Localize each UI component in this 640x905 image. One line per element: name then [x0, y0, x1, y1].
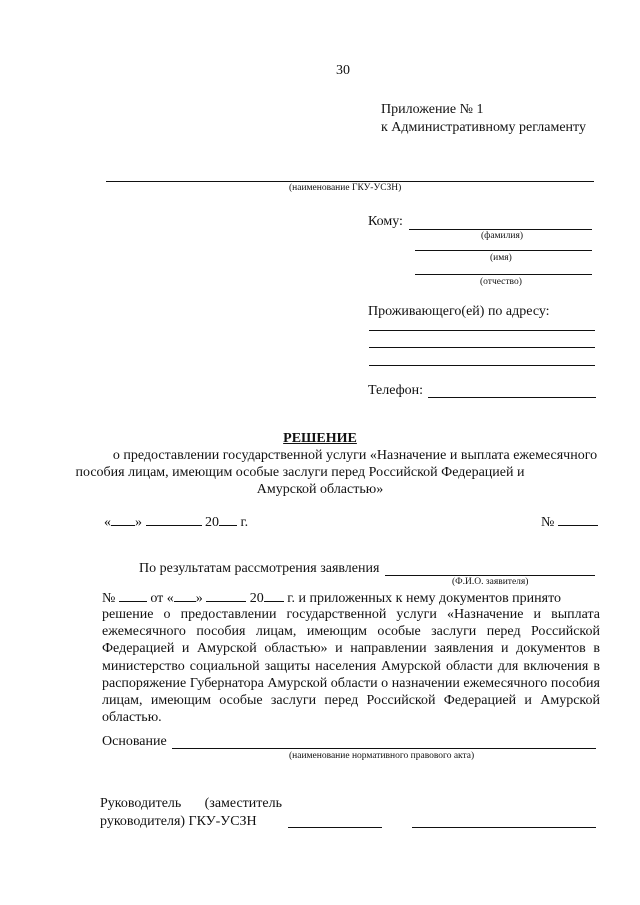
app-no-label: № [102, 591, 116, 606]
signature-blank [288, 827, 382, 828]
appendix-title: Приложение № 1 [381, 102, 484, 117]
year-blank [219, 513, 237, 526]
year-prefix: 20 [205, 515, 219, 530]
org-line [106, 181, 594, 182]
app-rest-text: г. и приложенных к нему документов принято [287, 591, 562, 606]
name-caption: (имя) [490, 253, 512, 263]
signature-line-2: руководителя) ГКУ-УСЗН [100, 814, 257, 829]
decision-number [541, 513, 598, 531]
name-blank [412, 827, 596, 828]
residing-label: Проживающего(ей) по адресу: [368, 304, 550, 319]
phone-line [428, 397, 596, 398]
phone-label: Телефон: [368, 383, 424, 398]
review-intro: По результатам рассмотрения заявления [139, 561, 380, 576]
app-close-quote: » [195, 591, 203, 606]
applicant-line [385, 575, 595, 576]
basis-line [172, 748, 596, 749]
basis-label: Основание [102, 734, 167, 749]
address-line-2 [369, 347, 595, 348]
application-ref-line [102, 589, 600, 607]
basis-caption: (наименование нормативного правового акта) [289, 751, 475, 761]
patronymic-caption: (отчество) [480, 277, 522, 287]
date-open-quote: « [104, 515, 111, 530]
number-blank [558, 513, 598, 526]
app-from-label: от « [150, 591, 174, 606]
date-close-quote: » [135, 515, 142, 530]
surname-line [409, 229, 592, 230]
signature-line-1: Руководитель (заместитель [100, 796, 282, 811]
page-number: 30 [336, 63, 350, 78]
patronymic-line [415, 274, 592, 275]
decision-subtitle-2: пособия лицам, имеющим особые заслуги перед Российской Федерацией и [75, 465, 525, 480]
app-no-blank [119, 589, 147, 602]
org-caption: (наименование ГКУ-УСЗН) [289, 183, 402, 193]
decision-subtitle-1: о предоставлении государственной услуги «Назначение и выплата ежемесячного [112, 448, 598, 463]
decision-date [104, 513, 248, 531]
decision-title: РЕШЕНИЕ [283, 431, 357, 446]
name-line [415, 250, 592, 251]
surname-caption: (фамилия) [481, 231, 523, 241]
applicant-caption: (Ф.И.О. заявителя) [452, 577, 529, 587]
decision-subtitle-3: Амурской областью» [256, 482, 384, 497]
month-blank [146, 513, 202, 526]
app-year-prefix: 20 [249, 591, 264, 606]
app-day-blank [174, 589, 196, 602]
address-line-3 [369, 365, 595, 366]
decision-paragraph: решение о предоставлении государственной услуги «Назначение и выплата ежемесячного пособия лицам, имеющим особые заслуги перед Российской Федерацией и Амурской областью» и направлении заявления и документов в министерство социальной защиты населения Амурской области для включения в распоряжение Губернатора Амурской области о назначении ежемесячного пособия лицам, имеющим особые заслуги перед Российской Федерацией и Амурской областью. [102, 607, 600, 726]
appendix-subtitle: к Административному регламенту [381, 120, 586, 135]
address-line-1 [369, 330, 595, 331]
day-blank [111, 513, 135, 526]
to-label: Кому: [368, 214, 403, 229]
year-suffix: г. [240, 515, 249, 530]
number-label: № [541, 515, 555, 530]
app-year-blank [264, 589, 284, 602]
app-month-blank [206, 589, 246, 602]
